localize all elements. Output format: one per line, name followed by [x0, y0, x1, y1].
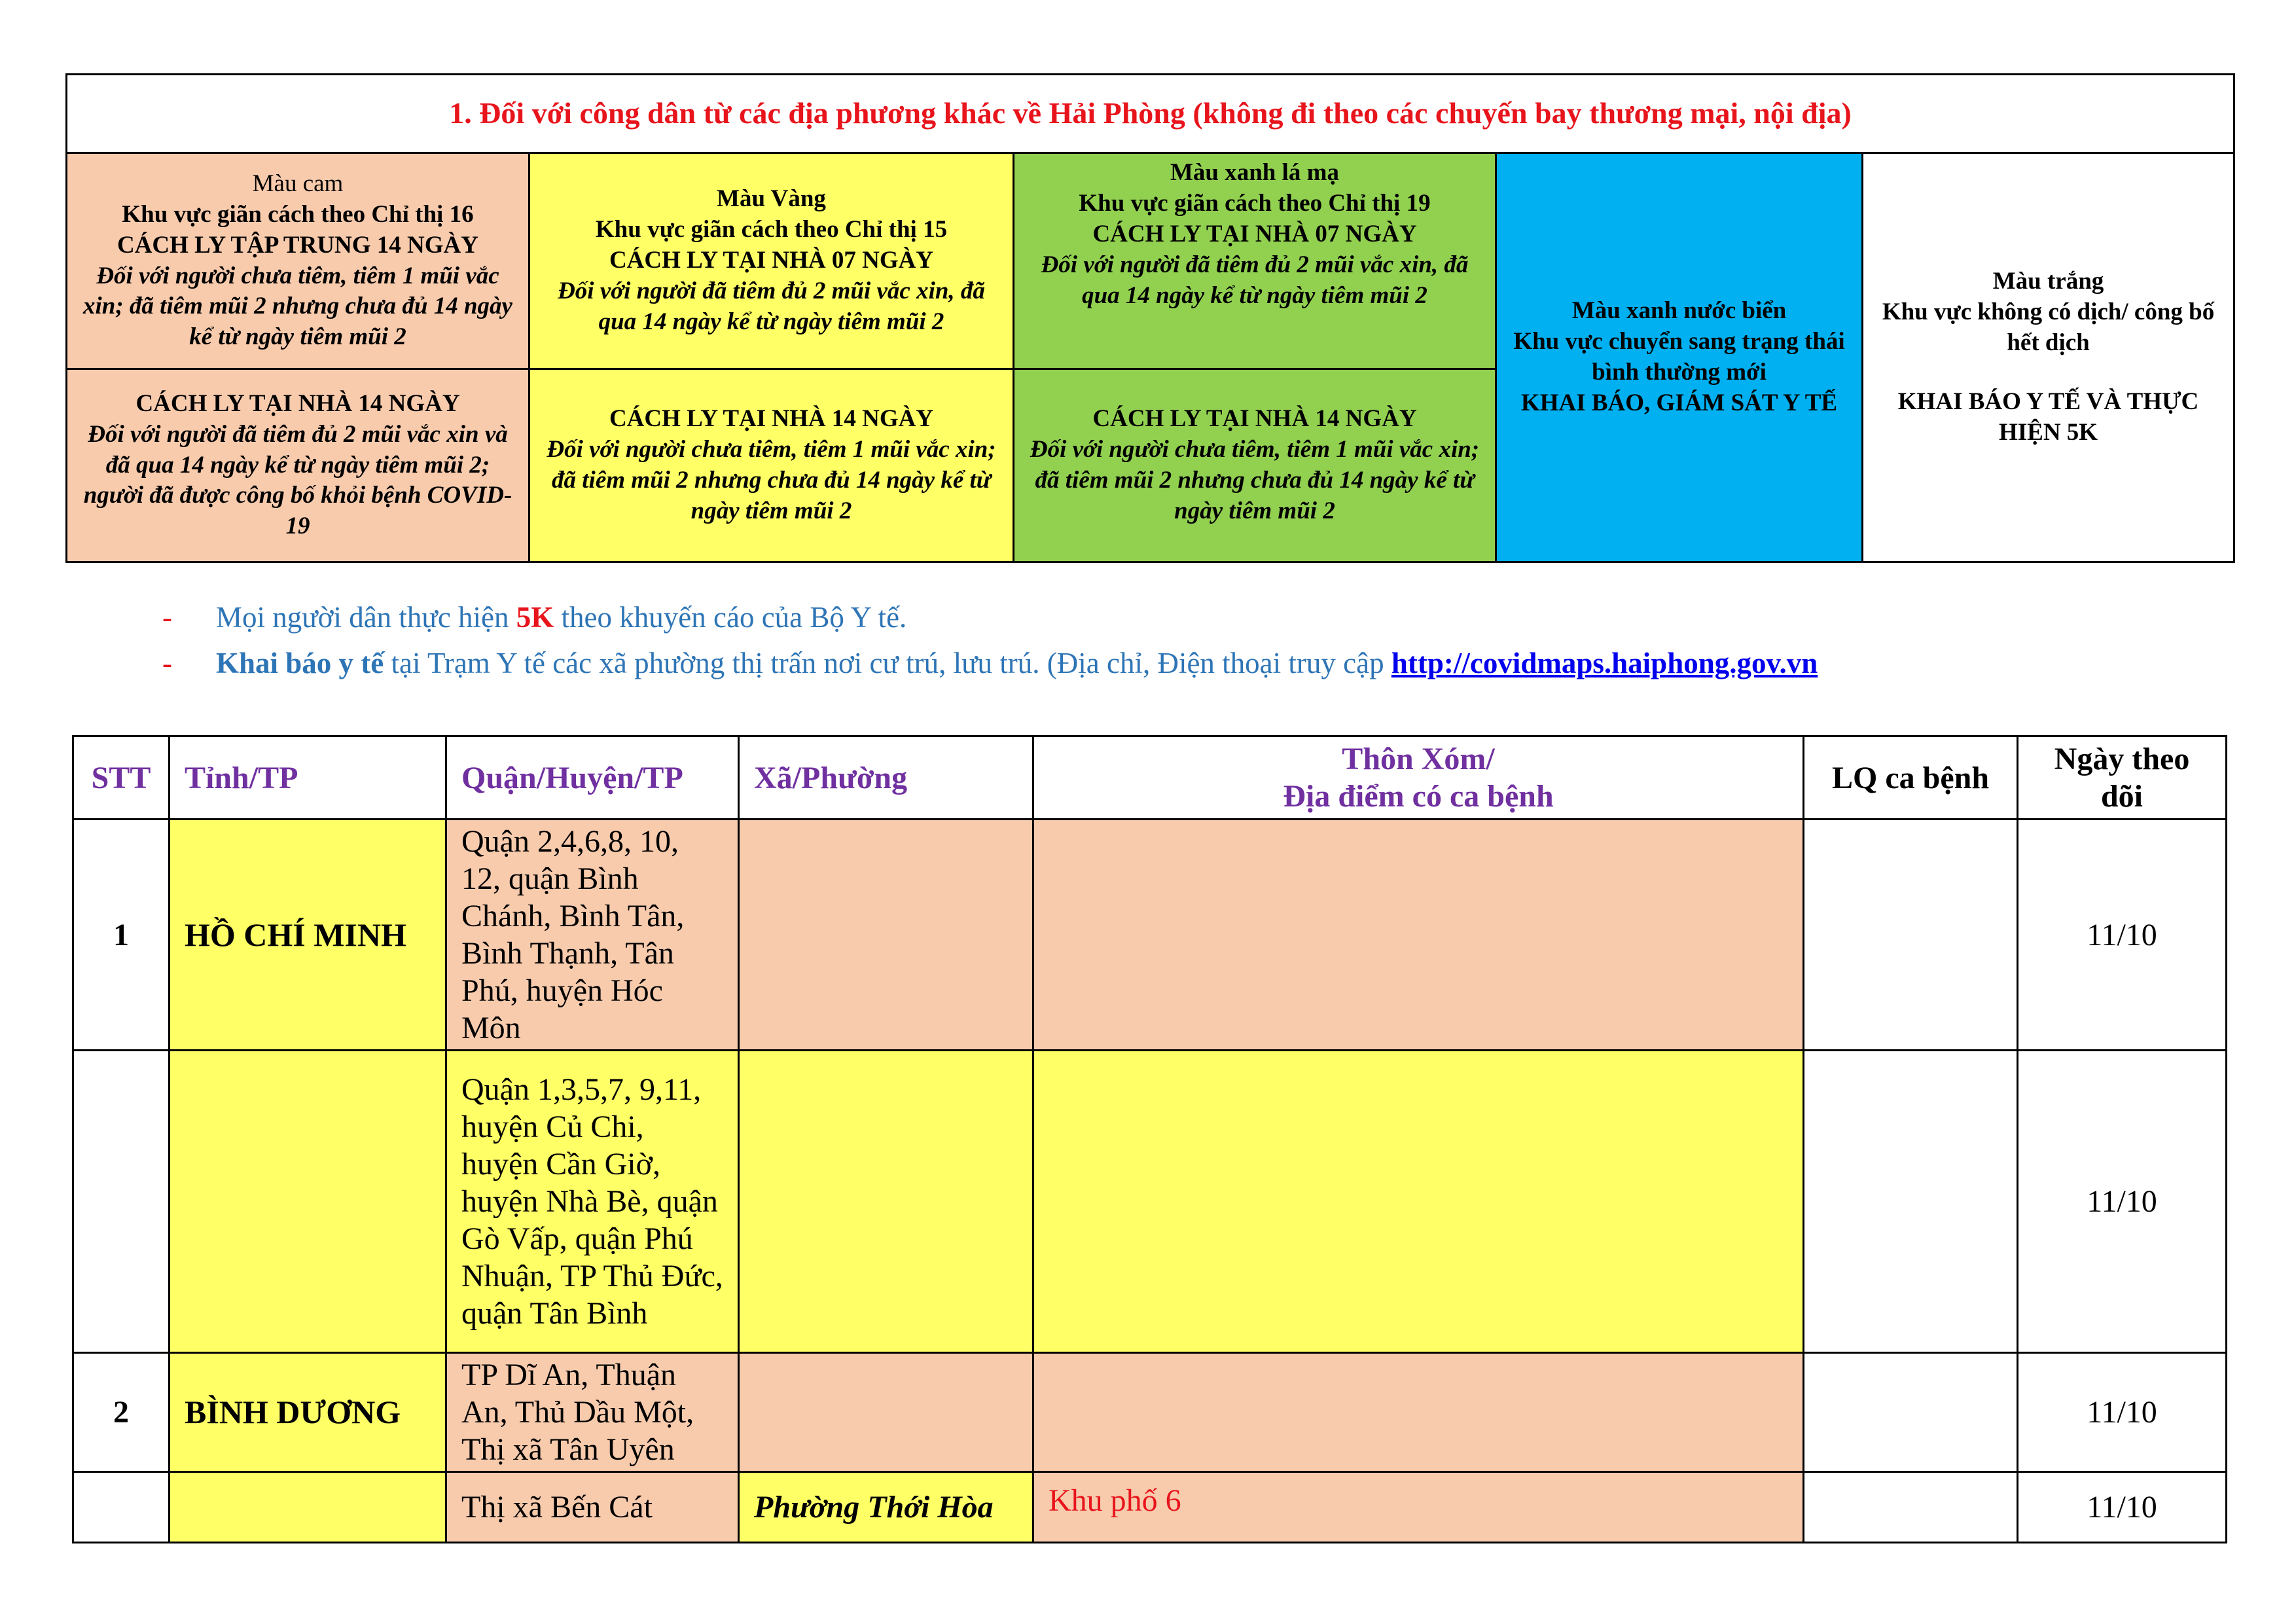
table-row: [73, 820, 2227, 1051]
table-row: [73, 1353, 2227, 1472]
table-row: [73, 1472, 2227, 1543]
cell-district: Quận 2,4,6,8, 10, 12, quận Bình Chánh, Bình Tân, Bình Thạnh, Tân Phú, huyện Hóc Môn: [446, 820, 739, 1051]
white-zone-rule: KHAI BÁO Y TẾ VÀ THỰC HIỆN 5K: [1897, 388, 2199, 446]
orange-zone-cell: [67, 153, 529, 369]
cell-date: 11/10: [2018, 1472, 2227, 1543]
case-locations-table: [72, 735, 2227, 1543]
orange-zone-rule-2: CÁCH LY TẠI NHÀ 14 NGÀY: [135, 389, 460, 417]
header-follow-days: Ngày theo dõi: [2018, 736, 2227, 820]
table-row: [73, 1051, 2227, 1353]
cell-date: 11/10: [2018, 1353, 2227, 1472]
orange-zone-area: Khu vực giãn cách theo Chỉ thị 16: [122, 200, 474, 228]
green-zone-cell: [1014, 153, 1496, 369]
blue-zone-cell: [1496, 153, 1863, 562]
note-5k: [164, 594, 2193, 640]
orange-zone-name: Màu cam: [252, 170, 344, 197]
yellow-zone-note: Đối với người đã tiêm đủ 2 mũi vắc xin, đã qua 14 ngày kể từ ngày tiêm mũi 2: [558, 277, 985, 335]
cell-ward: [739, 1051, 1033, 1353]
yellow-zone-name: Màu Vàng: [717, 185, 826, 213]
green-zone-area: Khu vực giãn cách theo Chỉ thị 19: [1079, 189, 1431, 217]
header-district: Quận/Huyện/TP: [446, 736, 739, 820]
header-place-line2: Địa điểm có ca bệnh: [1283, 779, 1554, 814]
orange-zone-note: Đối với người chưa tiêm, tiêm 1 mũi vắc xin; đã tiêm mũi 2 nhưng chưa đủ 14 ngày kể từ ngày tiêm mũi 2: [83, 262, 512, 351]
cell-place: [1033, 1353, 1804, 1472]
cell-related: [1804, 820, 2018, 1051]
yellow-zone-rule-2: CÁCH LY TẠI NHÀ 14 NGÀY: [609, 405, 934, 433]
cell-related: [1804, 1051, 2018, 1353]
yellow-zone-note-2: Đối với người chưa tiêm, tiêm 1 mũi vắc xin; đã tiêm mũi 2 nhưng chưa đủ 14 ngày kể từ ngày tiêm mũi 2: [547, 436, 996, 524]
yellow-zone-area: Khu vực giãn cách theo Chỉ thị 15: [595, 216, 948, 244]
note-5k-text: Mọi người dân thực hiện: [216, 601, 516, 634]
orange-zone-rule: CÁCH LY TẬP TRUNG 14 NGÀY: [117, 231, 478, 259]
cell-province: [170, 1472, 446, 1543]
cell-stt: 2: [73, 1353, 170, 1472]
blue-zone-area: Khu vực chuyển sang trạng thái bình thường mới: [1513, 328, 1845, 386]
cell-ward: Phường Thới Hòa: [739, 1472, 1033, 1543]
cell-stt: [73, 1472, 170, 1543]
note-medical-declaration: [164, 640, 2193, 686]
header-province: Tỉnh/TP: [170, 736, 446, 820]
green-zone-rule: CÁCH LY TẠI NHÀ 07 NGÀY: [1092, 220, 1417, 247]
cell-stt: 1: [73, 820, 170, 1051]
green-zone-note-2: Đối với người chưa tiêm, tiêm 1 mũi vắc xin; đã tiêm mũi 2 nhưng chưa đủ 14 ngày kể từ ngày tiêm mũi 2: [1030, 436, 1480, 524]
green-zone-name: Màu xanh lá mạ: [1170, 159, 1339, 186]
white-zone-area: Khu vực không có dịch/ công bố hết dịch: [1882, 298, 2215, 356]
cell-stt: [73, 1051, 170, 1353]
note-declaration-bold: Khai báo y tế: [216, 647, 384, 679]
orange-zone-note-2: Đối với người đã tiêm đủ 2 mũi vắc xin và đã qua 14 ngày kể từ ngày tiêm mũi 2; người đã được công bố khỏi bệnh COVID-19: [83, 420, 512, 540]
white-zone-cell: [1863, 153, 2234, 562]
cell-place: [1033, 1051, 1804, 1353]
note-5k-text-end: theo khuyến cáo của Bộ Y tế.: [554, 601, 907, 634]
header-related-case: LQ ca bệnh: [1804, 736, 2018, 820]
cell-date: 11/10: [2018, 820, 2227, 1051]
covidmaps-link[interactable]: http://covidmaps.haiphong.gov.vn: [1391, 647, 1818, 679]
bullet-dash: -: [162, 647, 172, 679]
cell-related: [1804, 1353, 2018, 1472]
white-zone-spacer: [1874, 358, 2223, 387]
legend-title: 1. Đối với công dân từ các địa phương khác về Hải Phòng (không đi theo các chuyến bay thương mại, nội địa): [67, 75, 2234, 153]
cell-date: 11/10: [2018, 1051, 2227, 1353]
cell-province: BÌNH DƯƠNG: [170, 1353, 446, 1472]
header-place: [1033, 736, 1804, 820]
table-header-row: [73, 736, 2227, 820]
header-ward: Xã/Phường: [739, 736, 1033, 820]
yellow-zone-cell: [529, 153, 1014, 369]
cell-district: Quận 1,3,5,7, 9,11, huyện Củ Chi, huyện Cần Giờ, huyện Nhà Bè, quận Gò Vấp, quận Phú Nhuận, TP Thủ Đức, quận Tân Bình: [446, 1051, 739, 1353]
cell-district: Thị xã Bến Cát: [446, 1472, 739, 1543]
cell-province: [170, 1051, 446, 1353]
header-stt: STT: [73, 736, 170, 820]
green-zone-rule-2: CÁCH LY TẠI NHÀ 14 NGÀY: [1092, 405, 1417, 433]
note-declaration-text: tại Trạm Y tế các xã phường thị trấn nơi cư trú, lưu trú. (Địa chỉ, Điện thoại truy cập: [384, 647, 1391, 679]
cell-place: Khu phố 6: [1033, 1472, 1804, 1543]
green-zone-cell-2: [1014, 369, 1496, 562]
cell-related: [1804, 1472, 2018, 1543]
blue-zone-rule: KHAI BÁO, GIÁM SÁT Y TẾ: [1520, 389, 1838, 416]
yellow-zone-rule: CÁCH LY TẠI NHÀ 07 NGÀY: [609, 247, 934, 274]
blue-zone-name: Màu xanh nước biển: [1571, 297, 1787, 325]
zone-legend-table: [65, 73, 2235, 563]
cell-ward: [739, 1353, 1033, 1472]
cell-province: HỒ CHÍ MINH: [170, 820, 446, 1051]
cell-district: TP Dĩ An, Thuận An, Thủ Dầu Một, Thị xã Tân Uyên: [446, 1353, 739, 1472]
cell-ward: [739, 820, 1033, 1051]
bullet-dash: -: [162, 601, 172, 634]
white-zone-name: Màu trắng: [1992, 267, 2104, 295]
guidance-notes: [164, 594, 2193, 686]
orange-zone-cell-2: [67, 369, 529, 562]
header-place-line1: Thôn Xóm/: [1342, 742, 1495, 776]
note-5k-highlight: 5K: [516, 601, 554, 634]
yellow-zone-cell-2: [529, 369, 1014, 562]
cell-place: [1033, 820, 1804, 1051]
green-zone-note: Đối với người đã tiêm đủ 2 mũi vắc xin, đã qua 14 ngày kể từ ngày tiêm mũi 2: [1041, 251, 1469, 309]
